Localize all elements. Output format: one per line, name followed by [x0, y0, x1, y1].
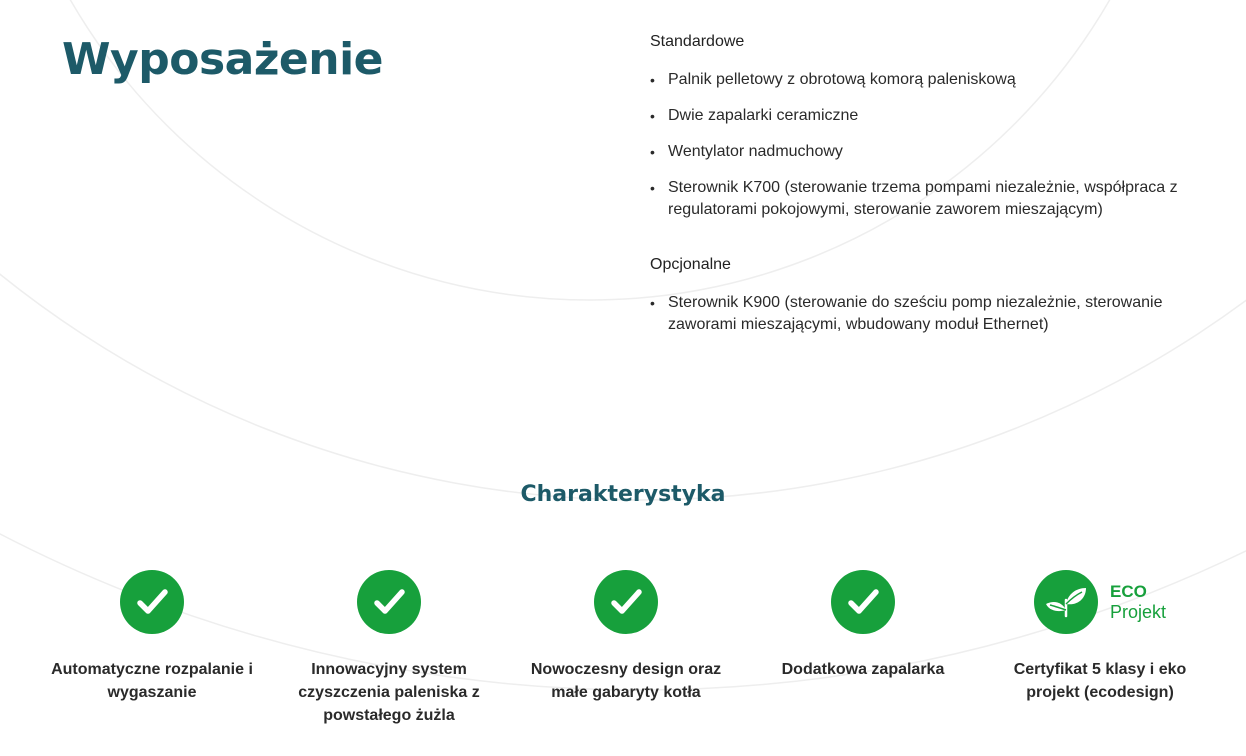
eco-leaf-icon [1034, 570, 1098, 634]
list-item [650, 105, 1210, 127]
bullet: • [650, 295, 655, 311]
features-row [0, 570, 1246, 740]
characteristics-title: Charakterystyka [520, 482, 726, 507]
feature-label: Nowoczesny design oraz małe gabaryty kotła [530, 661, 722, 701]
list-item [650, 177, 1210, 221]
eco-projekt-logo [1034, 570, 1166, 634]
list-item-text: Sterownik K700 (sterowanie trzema pompami niezależnie, współpraca z regulatorami pokojowymi, sterowanie zaworem mieszającym) [668, 179, 1178, 218]
feature-item [990, 570, 1210, 704]
page-title: Wyposażenie [62, 34, 384, 85]
list-item-text: Wentylator nadmuchowy [668, 143, 843, 160]
equipment-section [650, 32, 1210, 350]
feature-label: Certyfikat 5 klasy i eko projekt (ecodesign) [1013, 661, 1187, 701]
check-icon [831, 570, 895, 634]
standard-title: Standardowe [650, 33, 745, 50]
bullet: • [650, 108, 655, 124]
optional-list [650, 292, 1210, 336]
feature-item [516, 570, 736, 704]
check-icon [357, 570, 421, 634]
bullet: • [650, 180, 655, 196]
list-item-text: Sterownik K900 (sterowanie do sześciu pomp niezależnie, sterowanie zaworami mieszającymi, wbudowany moduł Ethernet) [668, 294, 1163, 333]
feature-item [279, 570, 499, 727]
check-icon [120, 570, 184, 634]
check-icon [594, 570, 658, 634]
optional-title: Opcjonalne [650, 256, 731, 273]
list-item-text: Dwie zapalarki ceramiczne [668, 107, 859, 124]
bullet: • [650, 72, 655, 88]
standard-list [650, 69, 1210, 221]
feature-item [42, 570, 262, 704]
feature-item [753, 570, 973, 681]
feature-label: Automatyczne rozpalanie i wygaszanie [51, 661, 253, 701]
optional-block [650, 255, 1210, 336]
list-item [650, 69, 1210, 91]
list-item-text: Palnik pelletowy z obrotową komorą paleniskową [668, 71, 1016, 88]
list-item [650, 141, 1210, 163]
eco-logo-line2: Projekt [1109, 602, 1167, 622]
bullet: • [650, 144, 655, 160]
feature-label: Dodatkowa zapalarka [781, 661, 945, 678]
eco-logo-line1: ECO [1109, 582, 1147, 601]
list-item [650, 292, 1210, 336]
feature-label: Innowacyjny system czyszczenia paleniska z powstałego żużla [298, 661, 480, 724]
